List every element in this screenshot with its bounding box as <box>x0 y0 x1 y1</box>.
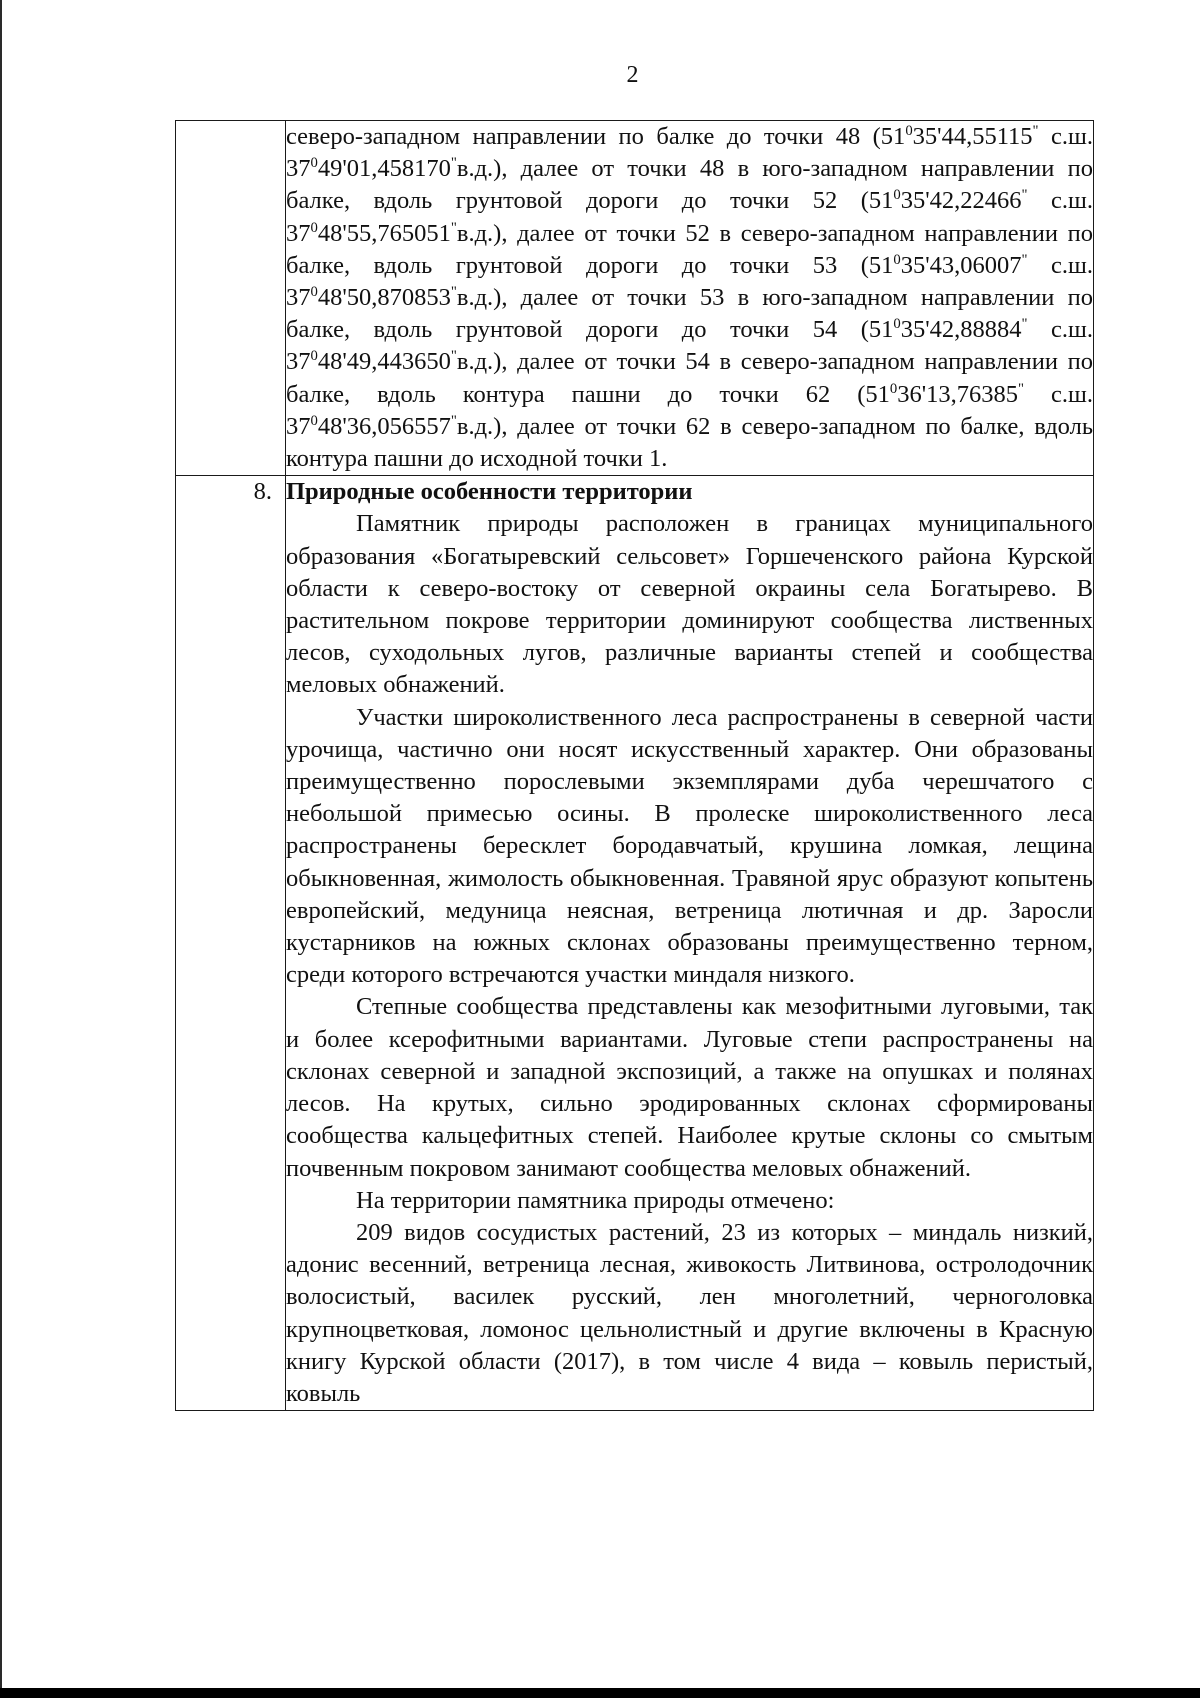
paragraph: Участки широколиственного леса распространены в северной части урочища, частично они носят искусственный характер. Они образованы преимущественно порослевыми экземплярами дуба черешчатого с небольшой примесью осины. В пролеске широколиственного леса распространены бересклет бородавчатый, крушина ломкая, лещина обыкновенная, жимолость обыкновенная. Травяной ярус образуют копытень европейский, медуница неясная, ветреница лютичная и др. Заросли кустарников на южных склонах образованы преимущественно терном, среди которого встречаются участки миндаля низкого. <box>286 703 1093 989</box>
paragraph: Памятник природы расположен в границах муниципального образования «Богатыревский сельсовет» Горшеченского района Курской области к северо-востоку от северной окраины села Богатырево. В растительном покрове территории доминируют сообщества лиственных лесов, суходольных лугов, различные варианты степей и сообщества меловых обнажений. <box>286 510 1093 699</box>
scan-edge-left <box>0 0 2 1698</box>
table-row <box>176 476 1094 1411</box>
scan-edge-bottom <box>0 1688 1200 1698</box>
row-number-cell <box>176 121 286 476</box>
paragraph: На территории памятника природы отмечено: <box>356 1186 835 1214</box>
row-number-cell: 8. <box>176 476 286 1411</box>
table-row <box>176 121 1094 476</box>
section-heading: Природные особенности территории <box>286 478 693 506</box>
paragraph: 209 видов сосудистых растений, 23 из которых – миндаль низкий, адонис весенний, ветреница лесная, живокость Литвинова, остролодочник волосистый, василек русский, лен многолетний, черноголовка крупноцветковая, ломонос цельнолистный и другие включены в Красную книгу Курской области (2017), в том числе 4 вида – ковыль перистый, ковыль <box>286 1218 1093 1407</box>
paragraph: Степные сообщества представлены как мезофитными луговыми, так и более ксерофитными вариантами. Луговые степи распространены на склонах северной и западной экспозиций, а также на опушках и полянах лесов. На крутых, сильно эродированных склонах сформированы сообщества кальцефитных степей. Наиболее крутые склоны со смытым почвенным покровом занимают сообщества меловых обнажений. <box>286 993 1093 1182</box>
row-text-cell <box>286 121 1094 476</box>
page-number: 2 <box>626 62 639 88</box>
row-text-cell <box>286 476 1094 1411</box>
document-table <box>175 120 1094 1411</box>
boundary-description: северо-западном направлении по балке до точки 48 ($51^035'44,55115^"$ с.ш. $37^049'01,458170^"в.д$.), далее от точки 48 в юго-западном направлении по балке, вдоль грунтовой дороги до точки 52 ($51^035'42,22466^"$ с.ш. $37^048'55,765051^"в.д$.), далее от точки 52 в северо-западном направлении по балке, вдоль грунтовой дороги до точки 53 ($51^035'43,06007^"$ с.ш. $37^048'50,870853^"в.д$.), далее от точки 53 в юго-западном направлении по балке, вдоль грунтовой дороги до точки 54 ($51^035'42,88884^"$ с.ш. $37^048'49,443650^"в.д$.), далее от точки 54 в северо-западном направлении по балке, вдоль контура пашни до точки 62 ($51^036'13,76385^"$ с.ш. $37^048'36,056557^"в.д$.), далее от точки 62 в северо-западном по балке, вдоль контура пашни до исходной точки 1. <box>286 122 1093 473</box>
